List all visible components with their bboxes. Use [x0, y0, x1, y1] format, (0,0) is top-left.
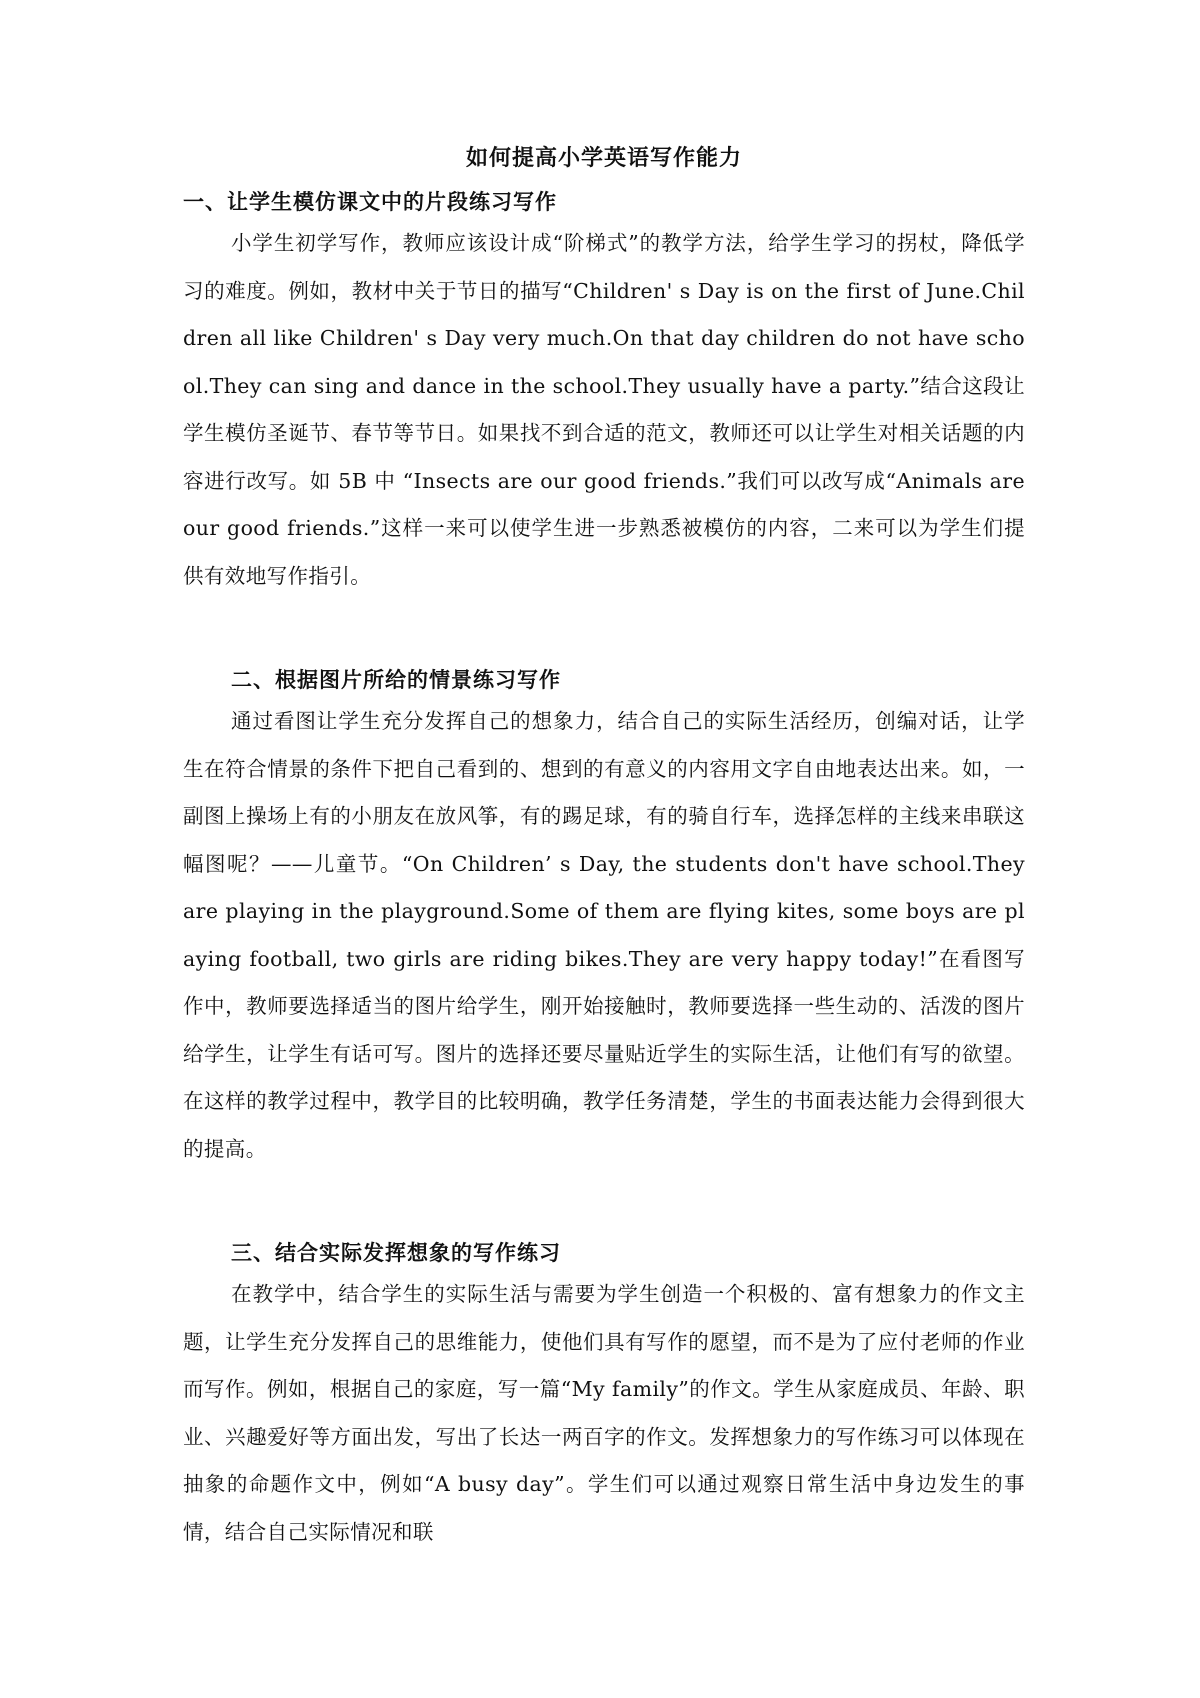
- section-spacer: [183, 600, 1025, 662]
- section-paragraph-1: 小学生初学写作，教师应该设计成“阶梯式”的教学方法，给学生学习的拐杖，降低学习的难度。例如，教材中关于节日的描写“Children' s Day is on the first of June.Children all like Children' s Day very much.On that day children do not have school.They can sing and dance in the school.They usually have a party.”结合这段让学生模仿圣诞节、春节等节日。如果找不到合适的范文，教师还可以让学生对相关话题的内容进行改写。如 5B 中 “Insects are our good friends.”我们可以改写成“Animals are our good friends.”这样一来可以使学生进一步熟悉被模仿的内容，二来可以为学生们提供有效地写作指引。: [183, 231, 1025, 588]
- section-heading-3: 三、结合实际发挥想象的写作练习: [231, 1240, 561, 1265]
- section-heading-2: 二、根据图片所给的情景练习写作: [231, 667, 561, 692]
- document-page: [183, 140, 1025, 1556]
- section-paragraph-2: 通过看图让学生充分发挥自己的想象力，结合自己的实际生活经历，创编对话，让学生在符合情景的条件下把自己看到的、想到的有意义的内容用文字自由地表达出来。如，一副图上操场上有的小朋友在放风筝，有的踢足球，有的骑自行车，选择怎样的主线来串联这幅图呢？——儿童节。“On Children’ s Day, the students don't have school.They are playing in the playground.Some of them are flying kites, some boys are playing football, two girls are riding bikes.They are very happy today!”在看图写作中，教师要选择适当的图片给学生，刚开始接触时，教师要选择一些生动的、活泼的图片给学生，让学生有话可写。图片的选择还要尽量贴近学生的实际生活，让他们有写的欲望。在这样的教学过程中，教学目的比较明确，教学任务清楚，学生的书面表达能力会得到很大的提高。: [183, 709, 1025, 1161]
- section-paragraph-3: 在教学中，结合学生的实际生活与需要为学生创造一个积极的、富有想象力的作文主题，让学生充分发挥自己的思维能力，使他们具有写作的愿望，而不是为了应付老师的作业而写作。例如，根据自己的家庭，写一篇“My family”的作文。学生从家庭成员、年龄、职业、兴趣爱好等方面出发，写出了长达一两百字的作文。发挥想象力的写作练习可以体现在抽象的命题作文中，例如“A busy day”。学生们可以通过观察日常生活中身边发生的事情，结合自己实际情况和联: [183, 1282, 1025, 1544]
- section-heading-1: 一、让学生模仿课文中的片段练习写作: [183, 189, 557, 214]
- section-spacer: [183, 1173, 1025, 1235]
- document-title: 如何提高小学英语写作能力: [465, 145, 742, 171]
